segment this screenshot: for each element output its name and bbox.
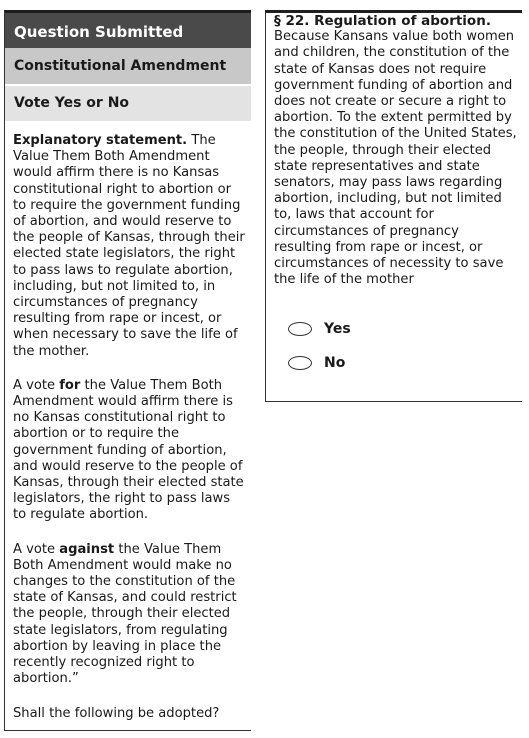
question-submitted-header: Question Submitted bbox=[5, 10, 251, 48]
constitutional-amendment-band: Constitutional Amendment bbox=[5, 48, 251, 86]
amendment-title: § 22. Regulation of abortion. bbox=[274, 13, 491, 29]
vote-against-text: the Value Them Both Amendment would make no changes to the constitution of the state of Kansas, and could restrict the people, through their elected state legislators, from regulating abortion by leaving in place the recently recognized right to abortion.” bbox=[13, 541, 237, 687]
ballot-question-panel bbox=[4, 10, 251, 731]
option-yes[interactable] bbox=[288, 321, 351, 337]
explanatory-paragraph bbox=[13, 133, 245, 360]
vote-against-word: against bbox=[59, 541, 115, 557]
explanatory-label: Explanatory statement. bbox=[13, 133, 188, 148]
vote-for-word: for bbox=[59, 377, 81, 393]
vote-against-prefix: A vote bbox=[13, 541, 60, 557]
amendment-text-panel bbox=[265, 10, 522, 402]
no-label: No bbox=[324, 355, 346, 371]
explanatory-text: The Value Them Both Amendment would affirm there is no Kansas constitutional right to abortion or to require the government funding of abortion, and would reserve to the people of Kansas, through their elected state legislators, the right to pass laws to regulate abortion, including, but not limited to, in circumstances of pregnancy resulting from rape or incest, or when necessary to save the life of the mother. bbox=[13, 133, 245, 359]
amendment-body: Because Kansans value both women and children, the constitution of the state of Kansas does not require government funding of abortion and does not create or secure a right to abortion. To the extent permitted by the constitution of the United States, the people, through their elected state representatives and state senators, may pass laws regarding abortion, including, but not limited to, laws that account for circumstances of pregnancy resulting from rape or incest, or circumstances of necessity to save the life of the mother bbox=[274, 29, 517, 288]
option-no[interactable] bbox=[288, 355, 345, 371]
vote-for-prefix: A vote bbox=[13, 377, 60, 393]
amendment-text bbox=[266, 13, 522, 288]
vote-against-paragraph bbox=[13, 542, 245, 688]
explanation-body bbox=[5, 121, 251, 722]
vote-for-paragraph bbox=[13, 378, 245, 524]
yes-oval-icon[interactable] bbox=[288, 322, 312, 336]
vote-for-text: the Value Them Both Amendment would affirm there is no Kansas constitutional right to abortion or to require the government funding of abortion, and would reserve to the people of Kansas, through their elected state legislators, the right to pass laws to regulate abortion. bbox=[13, 377, 244, 523]
no-oval-icon[interactable] bbox=[288, 356, 312, 370]
ballot-question: Shall the following be adopted? bbox=[13, 705, 220, 721]
vote-yes-or-no-band: Vote Yes or No bbox=[5, 86, 251, 121]
yes-label: Yes bbox=[324, 321, 351, 337]
